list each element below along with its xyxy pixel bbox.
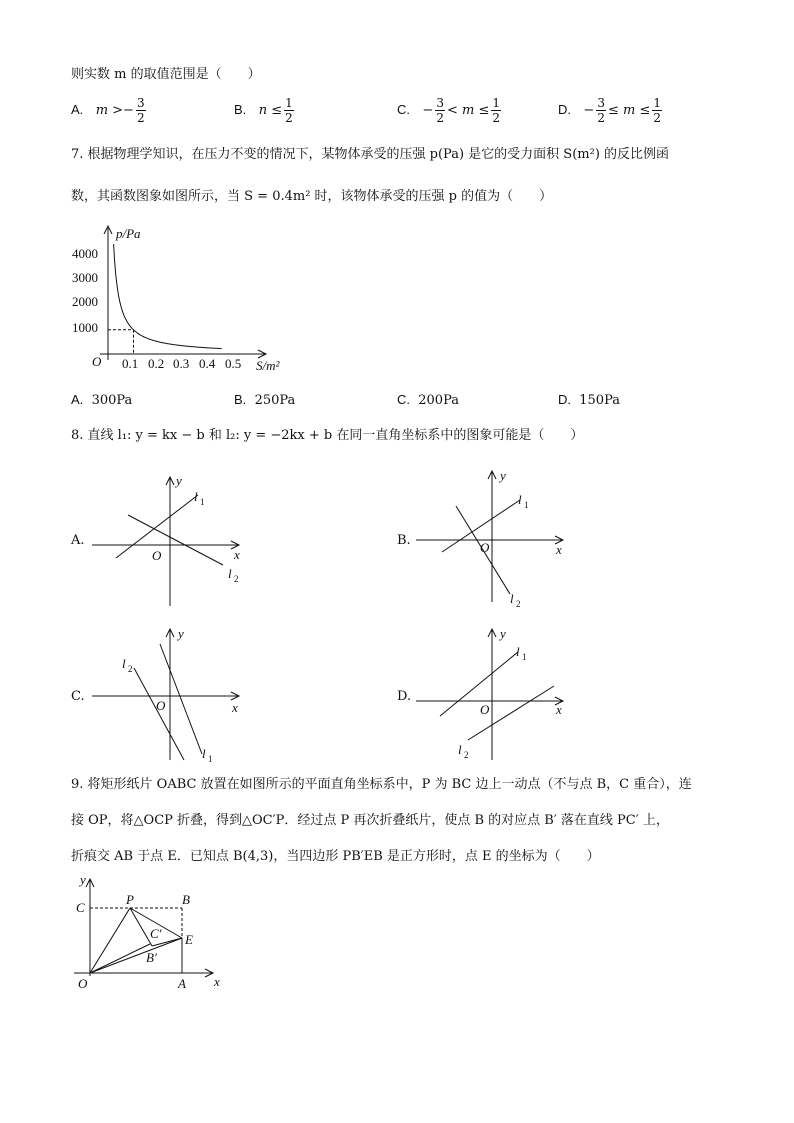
- svg-text:l: l: [202, 746, 206, 761]
- svg-text:l: l: [228, 566, 232, 581]
- svg-text:2: 2: [464, 750, 469, 760]
- ytick-2000: 2000: [72, 294, 98, 309]
- seg-OE: [90, 938, 182, 973]
- svg-text:O: O: [480, 702, 490, 717]
- svg-text:O: O: [480, 540, 490, 555]
- q9-line2: 接 OP，将△OCP 折叠，得到△OC′P．经过点 P 再次折叠纸片，使点 B 的对应点 B′ 落在直线 PC′ 上，: [71, 813, 669, 828]
- fraction: $\frac{3}{2}$: [136, 96, 145, 125]
- q7-option-b[interactable]: B. 250Pa: [234, 392, 296, 408]
- svg-text:1: 1: [200, 497, 205, 507]
- svg-text:A: A: [178, 976, 186, 991]
- svg-text:E: E: [185, 932, 193, 947]
- svg-text:x: x: [214, 974, 220, 989]
- xtick-0.2: 0.2: [148, 356, 165, 371]
- svg-text:x: x: [556, 542, 562, 557]
- svg-text:B′: B′: [146, 950, 157, 965]
- svg-text:y: y: [500, 626, 506, 641]
- line-l2: [128, 515, 223, 565]
- q8-panel-a[interactable]: [88, 470, 288, 610]
- svg-text:O: O: [156, 698, 166, 713]
- svg-text:O: O: [78, 976, 88, 991]
- svg-text:x: x: [232, 700, 238, 715]
- xtick-0.3: 0.3: [173, 356, 190, 371]
- q8-panel-d-label[interactable]: D.: [397, 689, 412, 704]
- svg-text:l: l: [194, 489, 198, 504]
- svg-text:y: y: [80, 872, 86, 887]
- q9-figure: [66, 872, 236, 1002]
- q8-panel-d[interactable]: [412, 624, 612, 764]
- q7-line1: 7. 根据物理学知识，在压力不变的情况下，某物体承受的压强 p(Pa) 是它的受力面积 S(m²) 的反比例函: [71, 147, 670, 162]
- xtick-0.1: 0.1: [122, 356, 139, 371]
- fraction: $\frac{1}{2}$: [285, 96, 293, 125]
- q7-option-d[interactable]: D. 150Pa: [558, 392, 620, 408]
- svg-text:2: 2: [234, 574, 239, 584]
- svg-text:2: 2: [128, 664, 133, 674]
- q9-line3: 折痕交 AB 于点 E．已知点 B(4,3)，当四边形 PB′EB 是正方形时，点 E 的坐标为（ ）: [71, 849, 600, 864]
- line-l1: [440, 652, 518, 716]
- svg-text:P: P: [126, 892, 134, 907]
- svg-text:y: y: [176, 473, 182, 488]
- ytick-4000: 4000: [72, 246, 98, 261]
- line-l1: [160, 644, 202, 754]
- q8-panel-c[interactable]: [88, 624, 288, 764]
- q8-stem: 8. 直线 l₁: y = kx − b 和 l₂: y = −2kx + b 在同一直角坐标系中的图象可能是（ ）: [71, 428, 584, 443]
- q6-option-d[interactable]: D. − $\frac{3}{2}$ ≤ m ≤ $\frac{1}{2}$: [558, 96, 661, 125]
- svg-text:C: C: [76, 900, 85, 915]
- svg-text:x: x: [556, 702, 562, 717]
- q8-panel-b[interactable]: [412, 466, 612, 609]
- svg-text:1: 1: [524, 500, 529, 510]
- line-l2: [134, 668, 184, 760]
- xlabel: S/m²: [256, 358, 280, 373]
- ylabel: p/Pa: [116, 226, 141, 241]
- svg-text:l: l: [510, 591, 514, 606]
- ytick-1000: 1000: [72, 320, 98, 335]
- svg-text:2: 2: [516, 599, 521, 609]
- svg-text:l: l: [518, 492, 522, 507]
- q8-panel-a-label[interactable]: A.: [71, 533, 85, 548]
- svg-text:O: O: [152, 548, 162, 563]
- svg-text:B: B: [182, 892, 190, 907]
- fraction: $\frac{3}{2}$: [436, 96, 444, 125]
- q6-option-b[interactable]: B. n ≤ $\frac{1}{2}$: [234, 96, 293, 125]
- q6-option-c[interactable]: C. − $\frac{3}{2}$ < m ≤ $\frac{1}{2}$: [397, 96, 500, 125]
- q6-tail: 则实数 m 的取值范围是（ ）: [71, 67, 261, 82]
- svg-text:x: x: [234, 547, 240, 562]
- fraction: $\frac{1}{2}$: [653, 96, 661, 125]
- q6-option-a[interactable]: A. m >− $\frac{3}{2}$: [71, 96, 145, 125]
- q7-option-c[interactable]: C. 200Pa: [397, 392, 459, 408]
- fraction: $\frac{1}{2}$: [492, 96, 500, 125]
- q8-panel-c-label[interactable]: C.: [71, 689, 85, 704]
- ytick-3000: 3000: [72, 270, 98, 285]
- q9-line1: 9. 将矩形纸片 OABC 放置在如图所示的平面直角坐标系中，P 为 BC 边上一动点（不与点 B，C 重合），连: [71, 777, 692, 792]
- inverse-curve: [114, 244, 222, 349]
- q7-option-a[interactable]: A. 300Pa: [71, 392, 133, 408]
- seg-PBp: [130, 908, 152, 946]
- svg-text:C′: C′: [150, 926, 162, 941]
- q7-graph: [60, 220, 320, 380]
- svg-text:1: 1: [208, 754, 213, 764]
- svg-text:1: 1: [522, 652, 527, 662]
- svg-text:l: l: [122, 656, 126, 671]
- svg-text:l: l: [458, 742, 462, 757]
- fraction: $\frac{3}{2}$: [597, 96, 605, 125]
- q8-panel-b-label[interactable]: B.: [397, 533, 411, 548]
- origin: O: [92, 354, 102, 369]
- svg-text:l: l: [516, 644, 520, 659]
- q7-line2: 数，其函数图象如图所示，当 S = 0.4m² 时，该物体承受的压强 p 的值为（ ）: [71, 189, 553, 204]
- xtick-0.4: 0.4: [199, 356, 216, 371]
- xtick-0.5: 0.5: [225, 356, 242, 371]
- svg-text:y: y: [500, 468, 506, 483]
- svg-text:y: y: [178, 626, 184, 641]
